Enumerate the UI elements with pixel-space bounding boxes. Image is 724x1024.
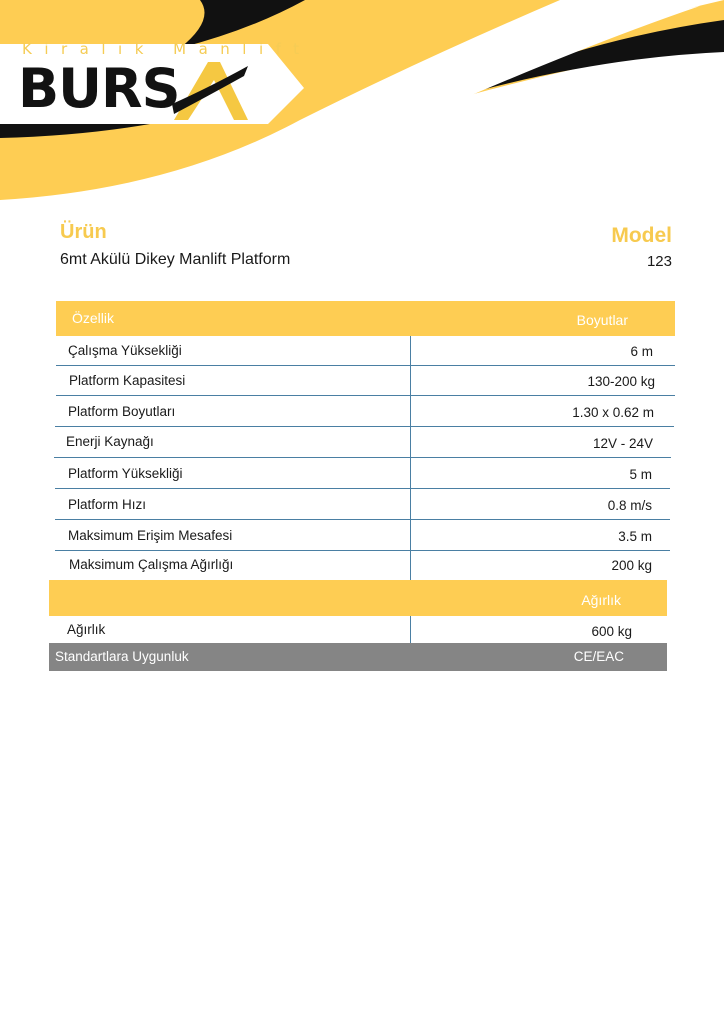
spec-label: Enerji Kaynağı: [66, 434, 154, 449]
spec-value: 1.30 x 0.62 m: [572, 405, 654, 420]
table-row: [56, 366, 675, 396]
model-label: Model: [611, 224, 672, 247]
weight-label: Ağırlık: [67, 622, 106, 637]
spec-value: 5 m: [629, 467, 652, 482]
spec-label: Platform Boyutları: [68, 404, 176, 419]
weight-header-label: Ağırlık: [581, 592, 621, 608]
standards-row: [49, 643, 667, 671]
spec-label: Maksimum Çalışma Ağırlığı: [69, 557, 234, 572]
spec-value: 3.5 m: [618, 529, 652, 544]
spec-value: 130-200 kg: [587, 374, 655, 389]
model-value: 123: [646, 253, 672, 270]
spec-label: Maksimum Erişim Mesafesi: [68, 528, 233, 543]
table-row: [54, 428, 671, 458]
brand-logo-mark-icon: [168, 58, 252, 124]
table-row: [55, 550, 670, 580]
spec-header-dimensions: Boyutlar: [576, 312, 628, 328]
standards-value: CE/EAC: [573, 649, 624, 664]
weight-column-divider: [410, 616, 411, 643]
table-row: [56, 336, 675, 366]
spec-value: 12V - 24V: [592, 436, 653, 451]
spec-label: Platform Hızı: [68, 497, 147, 512]
brand-logo-text: BURS: [18, 57, 180, 120]
product-name: 6mt Akülü Dikey Manlift Platform: [60, 251, 291, 268]
spec-header-feature: Özellik: [72, 310, 115, 326]
standards-label: Standartlara Uygunluk: [55, 649, 189, 664]
product-label: Ürün: [60, 221, 107, 243]
table-row: [55, 459, 670, 489]
table-row: [55, 397, 674, 427]
spec-table-header: [56, 301, 675, 336]
spec-label: Platform Kapasitesi: [69, 373, 186, 388]
table-row: [55, 490, 670, 520]
spec-value: 0.8 m/s: [607, 498, 652, 513]
spec-value: 200 kg: [611, 558, 652, 573]
table-row: [55, 521, 670, 551]
table-row: [49, 616, 667, 643]
spec-label: Çalışma Yüksekliği: [68, 343, 182, 358]
spec-label: Platform Yüksekliği: [68, 466, 183, 481]
brand-tagline: Kiralık Manlift: [22, 40, 312, 58]
weight-table-header: [49, 580, 667, 616]
spec-value: 6 m: [630, 344, 653, 359]
weight-value: 600 kg: [591, 624, 632, 639]
